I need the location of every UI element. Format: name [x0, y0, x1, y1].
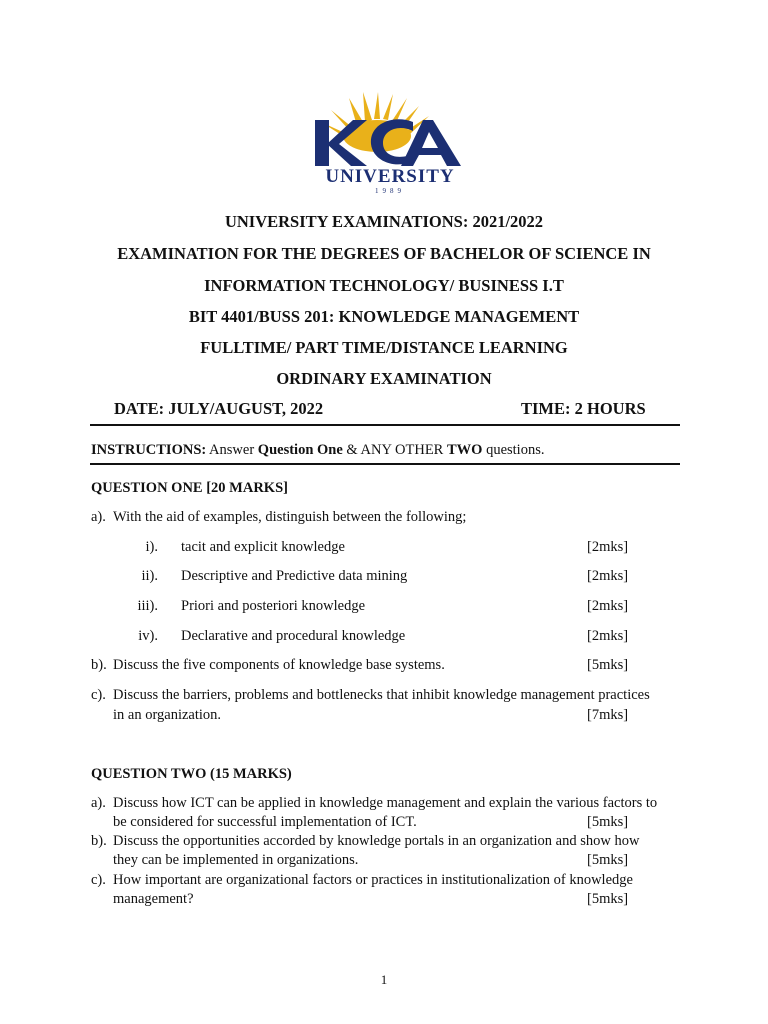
- q2-part-c: [0, 871, 768, 911]
- q1-sub-number: i).: [145, 539, 158, 555]
- q1-c-marks: [7mks]: [587, 707, 629, 723]
- q1-c-line1: Discuss the barriers, problems and bottlenecks that inhibit knowledge management practices: [113, 687, 650, 703]
- exam-time: TIME: 2 HOURS: [521, 399, 646, 418]
- q2-c-line1: How important are organizational factors or practices in institutionalization of knowledge: [113, 872, 633, 888]
- q2-c-marks: [5mks]: [587, 891, 629, 907]
- q2-b-line2: they can be implemented in organizations.: [113, 852, 359, 868]
- q1-c-label: c).: [91, 687, 106, 703]
- q2-b-label: b).: [91, 833, 107, 849]
- q2-c-label: c).: [91, 872, 106, 888]
- q1-part-c: [0, 686, 768, 726]
- q2-a-label: a).: [91, 795, 106, 811]
- mode-heading: FULLTIME/ PART TIME/DISTANCE LEARNING: [200, 338, 568, 357]
- exam-type-heading: ORDINARY EXAMINATION: [276, 369, 492, 388]
- q1-sub-item: [0, 567, 768, 586]
- q1-sub-number: ii).: [141, 568, 158, 584]
- header-divider: [90, 424, 680, 426]
- q1-b-marks: [5mks]: [587, 657, 629, 673]
- logo-university-word: UNIVERSITY: [325, 166, 455, 187]
- q1-sub-number: iii).: [137, 598, 158, 614]
- q1-part-b: [0, 656, 768, 675]
- q1-sub-text: Priori and posteriori knowledge: [181, 598, 366, 614]
- question-one-title: QUESTION ONE [20 MARKS]: [91, 480, 288, 496]
- instructions: INSTRUCTIONS: Answer Question One & ANY OTHER TWO questions.: [91, 442, 545, 458]
- q1-sub-item: [0, 597, 768, 616]
- q2-a-line1: Discuss how ICT can be applied in knowledge management and explain the various factors to: [113, 795, 658, 811]
- q1-sub-marks: [2mks]: [587, 539, 629, 555]
- q2-c-line2: management?: [113, 891, 194, 907]
- question-two-title: QUESTION TWO (15 MARKS): [91, 766, 292, 782]
- q2-b-line1: Discuss the opportunities accorded by knowledge portals in an organization and show how: [113, 833, 640, 849]
- q1-sub-text: Declarative and procedural knowledge: [181, 628, 406, 644]
- q1-a-label: a).: [91, 509, 106, 525]
- q1-sub-text: tacit and explicit knowledge: [181, 539, 345, 555]
- q2-a-line2: be considered for successful implementation of ICT.: [113, 814, 417, 830]
- q1-sub-text: Descriptive and Predictive data mining: [181, 568, 408, 584]
- q1-c-line2: in an organization.: [113, 707, 222, 723]
- page-number: 1: [380, 972, 388, 987]
- q1-sub-marks: [2mks]: [587, 568, 629, 584]
- q1-a-text: With the aid of examples, distinguish between the following;: [113, 509, 467, 525]
- instructions-divider: [90, 463, 680, 465]
- q1-b-label: b).: [91, 657, 107, 673]
- q2-a-marks: [5mks]: [587, 814, 629, 830]
- logo-year: 1989: [375, 187, 405, 195]
- exam-date: DATE: JULY/AUGUST, 2022: [114, 399, 324, 418]
- exam-year-heading: UNIVERSITY EXAMINATIONS: 2021/2022: [224, 212, 544, 231]
- instructions-label: INSTRUCTIONS:: [91, 442, 207, 458]
- q2-part-b: [0, 832, 768, 872]
- degree-heading: EXAMINATION FOR THE DEGREES OF BACHELOR OF SCIENCE IN: [117, 244, 651, 263]
- course-heading: BIT 4401/BUSS 201: KNOWLEDGE MANAGEMENT: [188, 307, 580, 326]
- q1-sub-item: [0, 538, 768, 557]
- program-heading: INFORMATION TECHNOLOGY/ BUSINESS I.T: [204, 276, 564, 295]
- q2-part-a: [0, 794, 768, 834]
- kca-logo-graphic: [305, 92, 475, 196]
- kca-university-logo: [305, 92, 475, 196]
- q1-sub-number: iv).: [138, 628, 158, 644]
- q1-part-a: [0, 508, 768, 527]
- q1-sub-marks: [2mks]: [587, 598, 629, 614]
- q1-sub-item: [0, 627, 768, 646]
- q1-b-text: Discuss the five components of knowledge base systems.: [113, 657, 445, 673]
- q1-sub-marks: [2mks]: [587, 628, 629, 644]
- q2-b-marks: [5mks]: [587, 852, 629, 868]
